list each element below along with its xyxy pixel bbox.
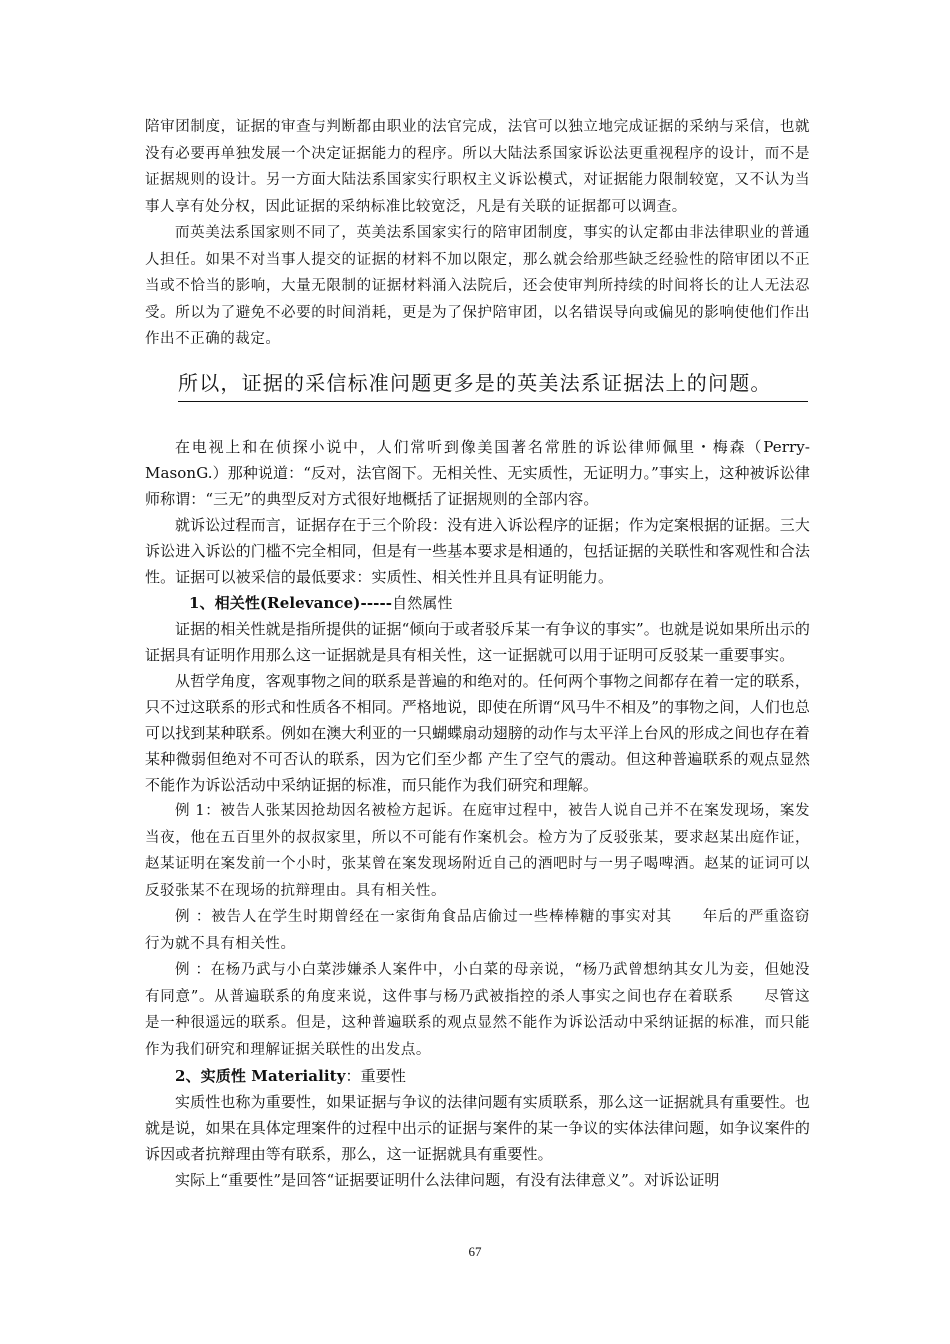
- heading-materiality-rest: ：重要性: [345, 1067, 406, 1085]
- page-number: 67: [468, 1244, 482, 1259]
- heading-relevance-bold: 1、相关性(Relevance)-----: [189, 594, 393, 612]
- paragraph-continental-law: 陪审团制度，证据的审查与判断都由职业的法官完成，法官可以独立地完成证据的采纳与采信，也就没有必要再单独发展一个决定证据能力的程序。所以大陆法系国家诉讼法更重视程序的设计，而不是证据规则的设计。另一方面大陆法系国家实行职权主义诉讼模式，对证据能力限制较宽，又不认为当事人享有处分权，因此证据的采纳标准比较宽泛，凡是有关联的证据都可以调查。: [145, 119, 810, 215]
- paragraph-perry-mason: 在电视上和在侦探小说中，人们常听到像美国著名常胜的诉讼律师佩里・梅森（Perry-MasonG.）那种说道：“反对，法官阁下。无相关性、无实质性，无证明力。”事实上，这种被诉讼律师称谓：“三无”的典型反对方式很好地概括了证据规则的全部内容。: [145, 438, 810, 508]
- example-3: 例 ：在杨乃武与小白菜涉嫌杀人案件中，小白菜的母亲说，“杨乃武曾想纳其女儿为妾，但她没有同意”。从普遍联系的角度来说，这件事与杨乃武被指控的杀人事实之间也存在着联系 尽管这是一种很遥远的联系。但是，这种普遍联系的观点显然不能作为诉讼活动中采纳证据的标准，而只能作为我们研究和理解证据关联性的出发点。: [145, 962, 810, 1058]
- heading-relevance: [145, 590, 810, 616]
- emphasized-statement: 所以，证据的采信标准问题更多是的英美法系证据法上的问题。: [178, 371, 772, 395]
- paragraph-relevance-definition: 证据的相关性就是指所提供的证据“倾向于或者驳斥某一有争议的事实”。也就是说如果所出示的证据具有证明作用那么这一证据就是具有相关性，这一证据就可以用于证明可反驳某一重要事实。: [145, 620, 810, 664]
- intro-section: [145, 114, 810, 353]
- paragraph-materiality-meaning: 实际上“重要性”是回答“证据要证明什么法律问题，有没有法律意义”。对诉讼证明: [175, 1171, 720, 1189]
- paragraph-three-stages: 就诉讼过程而言，证据存在于三个阶段：没有进入诉讼程序的证据；作为定案根据的证据。三大诉讼进入诉讼的门槛不完全相同，但是有一些基本要求是相通的，包括证据的关联性和客观性和合法性。证据可以被采信的最低要求：实质性、相关性并且具有证明能力。: [145, 516, 810, 586]
- example-2: 例 ：被告人在学生时期曾经在一家街角食品店偷过一些棒棒糖的事实对其 年后的严重盗窃行为就不具有相关性。: [145, 909, 810, 952]
- heading-materiality: [145, 1063, 810, 1089]
- divider-line: [178, 401, 808, 402]
- example-1: 例 1：被告人张某因抢劫因名被检方起诉。在庭审过程中，被告人说自己并不在案发现场，案发当夜，他在五百里外的叔叔家里，所以不可能有作案机会。检方为了反驳张某，要求赵某出庭作证，赵某证明在案发前一个小时，张某曾在案发现场附近自己的酒吧时与一男子喝啤酒。赵某的证词可以反驳张某不在现场的抗辩理由。具有相关性。: [145, 803, 810, 899]
- paragraph-philosophy: 从哲学角度，客观事物之间的联系是普遍的和绝对的。任何两个事物之间都存在着一定的联系，只不过这联系的形式和性质各不相同。严格地说，即使在所谓“风马牛不相及”的事物之间，人们也总可以找到某种联系。例如在澳大利亚的一只蝴蝶扇动翅膀的动作与太平洋上台风的形成之间也存在着某种微弱但绝对不可否认的联系，因为它们至少都 产生了空气的震动。但这种普遍联系的观点显然不能作为诉讼活动中采纳证据的标准，而只能作为我们研究和理解。: [145, 672, 810, 794]
- paragraph-materiality-definition: 实质性也称为重要性，如果证据与争议的法律问题有实质联系，那么这一证据就具有重要性。也就是说，如果在具体定理案件的过程中出示的证据与案件的某一争议的实体法律问题，如争议案件的诉因或者抗辩理由等有联系，那么，这一证据就具有重要性。: [145, 1093, 810, 1163]
- paragraph-common-law: 而英美法系国家则不同了，英美法系国家实行的陪审团制度，事实的认定都由非法律职业的普通人担任。如果不对当事人提交的证据的材料不加以限定，那么就会给那些缺乏经验性的陪审团以不正当或不恰当的影响，大量无限制的证据材料涌入法院后，还会使审判所持续的时间将长的让人无法忍受。所以为了避免不必要的时间消耗，更是为了保护陪审团，以名错误导向或偏见的影响使他们作出作出不正确的裁定。: [145, 225, 810, 347]
- heading-materiality-bold: 2、实质性 Materiality: [175, 1067, 346, 1085]
- heading-relevance-rest: 自然属性: [392, 594, 453, 612]
- main-section: [145, 434, 810, 1193]
